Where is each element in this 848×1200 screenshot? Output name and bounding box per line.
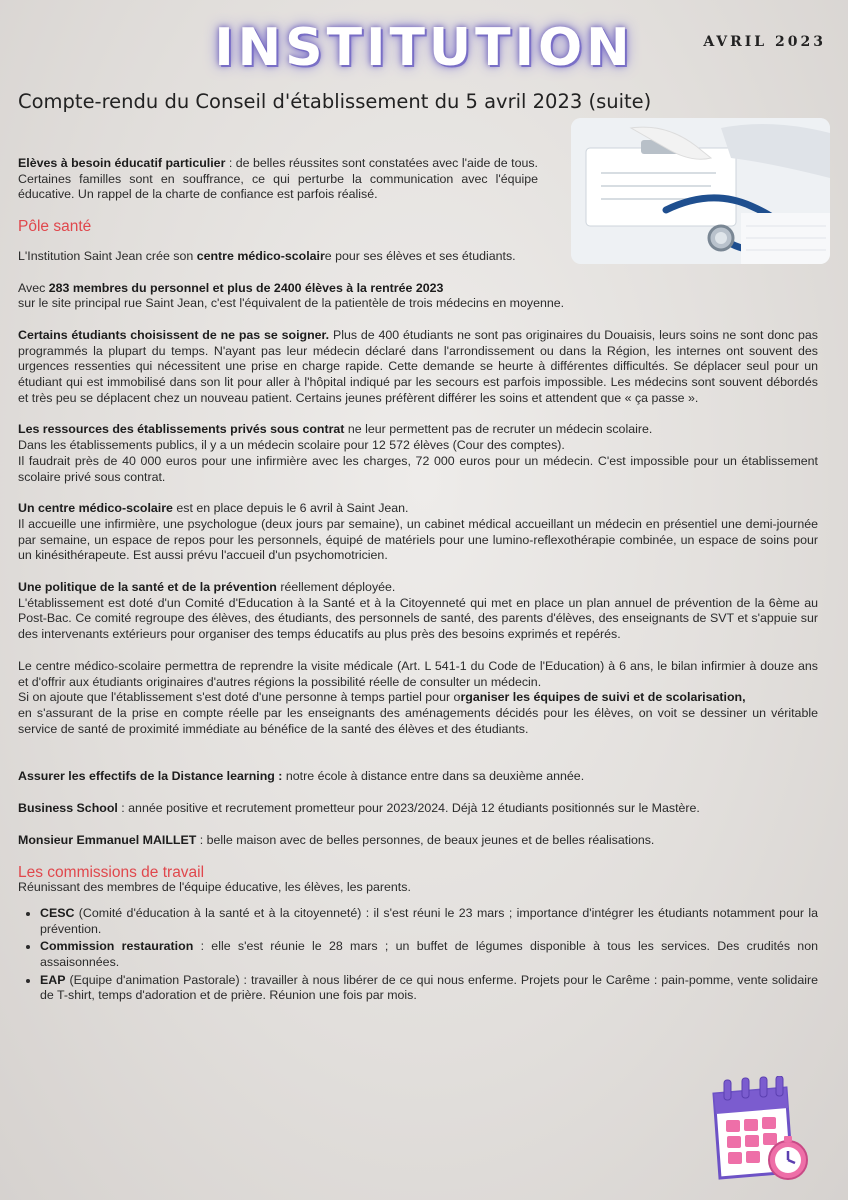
distance-learning-paragraph — [18, 769, 818, 785]
pole-sante-p2 — [18, 281, 818, 312]
p5-line2: Il accueille une infirmière, une psychologue (deux jours par semaine), un cabinet médical accueillant un médecin en présentiel une demi-journée par semaine, un espace de repos pour les personnels, équipé de matériels pour une lumino-reflexothérapie combinée, un espace de soins pour un kinésithérapeute. Est aussi prévu l'accueil d'un psychomotricien. — [18, 516, 818, 563]
p4-line2: Dans les établissements publics, il y a un médecin scolaire pour 12 572 élèves (Cour des comptes). — [18, 438, 565, 453]
p1-bold: centre médico-scolair — [196, 248, 325, 263]
p7-line1: Le centre médico-scolaire permettra de reprendre la visite médicale (Art. L 541-1 du Code de l'Education) à 6 ans, le bilan infirmier à douze ans et d'offrir aux étudiants originaires d'autres régions la possibilité réelle de consulter un médecin. — [18, 658, 818, 689]
pole-sante-p3 — [18, 328, 818, 407]
bs-text: : année positive et recrutement prometteur pour 2023/2024. Déjà 12 étudiants positionnés sur le Mastère. — [117, 801, 700, 816]
list-item — [40, 939, 818, 970]
article-body — [18, 156, 818, 1006]
dl-lead: Assurer les effectifs de la Distance learning : — [18, 769, 283, 784]
item-text: (Equipe d'animation Pastorale) : travailler à nous libérer de ce qui nous enferme. Projets pour le Carême : pain-pomme, vente solidaire de T-shirt, temps d'adoration et de prière. Réunion une fois par mois. — [40, 972, 818, 1003]
heading-commissions: Les commissions de travail — [18, 863, 205, 881]
p5-line1: est en place depuis le 6 avril à Saint Jean. — [172, 501, 409, 516]
p7-line2a: Si on ajoute que l'établissement s'est doté d'une personne à temps partiel pour o — [18, 690, 461, 705]
item-text: (Comité d'éducation à la santé et à la citoyenneté) : il s'est réuni le 23 mars ; importance d'intégrer les étudiants notamment pour la prévention. — [40, 905, 818, 936]
masthead-title: INSTITUTION — [214, 18, 634, 78]
business-school-paragraph — [18, 801, 818, 817]
intro-paragraph — [18, 156, 538, 203]
p1-text-c: e pour ses élèves et ses étudiants. — [324, 248, 516, 263]
p6-line2: L'établissement est doté d'un Comité d'Education à la Santé et à la Citoyenneté qui met en place un plan annuel de prévention de la 6ème au Post-Bac. Ce comité regroupe des élèves, des étudiants, des personnels de santé, des parents d'élèves, des enseignants de SVT et s'appuie sur des intervenants extérieurs pour organiser des temps éducatifs au plus près des besoins exprimés et repérés. — [18, 595, 818, 642]
intro-lead: Elèves à besoin éducatif particulier — [18, 156, 226, 170]
p5-lead: Un centre médico-scolaire — [18, 501, 173, 516]
calendar-clock-icon — [700, 1076, 812, 1186]
p1-text-a: L'Institution Saint Jean crée son — [18, 248, 197, 263]
p3-text: Plus de 400 étudiants ne sont pas originaires du Douaisis, leurs soins ne sont donc pas programmés la plupart du temps. N'ayant pas leur médecin déclaré dans l'arrondissement ou dans la Région, les internes ont souvent des urgences ressenties qui nécessitent une prise en charge rapide. Cette demande se heurte à différentes difficultés. Se déplacer seul pour un étudiant qui est immobilisé dans son lit pour aller à l'hôpital indiqué par les secours est parfois impossible. Les médecins sont souvent débordés et très peu se déplacent chez un nouveau patient. Certains jeunes préfèrent différer les soins et attendent que « ça passe ». — [18, 327, 818, 405]
pole-sante-p4 — [18, 422, 818, 485]
p2-text-a: Avec — [18, 280, 49, 295]
list-item — [40, 973, 818, 1004]
bs-lead: Business School — [18, 801, 118, 816]
em-text: : belle maison avec de belles personnes, de beaux jeunes et de belles réalisations. — [196, 832, 655, 847]
calendar-clock-graphic — [700, 1076, 812, 1186]
p6-line1: réellement déployée. — [276, 580, 396, 595]
maillet-paragraph — [18, 833, 818, 849]
p4-line1: ne leur permettent pas de recruter un médecin scolaire. — [344, 422, 653, 437]
p7-line2-bold: rganiser les équipes de suivi et de scolarisation, — [460, 690, 746, 705]
item-text: : elle s'est réunie le 28 mars ; un buffet de légumes disponible à tous les services. Des crudités non assaisonnées. — [40, 939, 818, 970]
p2-bold: 283 membres du personnel et plus de 2400 élèves à la rentrée 2023 — [48, 280, 444, 295]
commissions-list — [18, 906, 818, 1004]
pole-sante-p5 — [18, 501, 818, 564]
item-lead: CESC — [40, 905, 75, 920]
pole-sante-p1 — [18, 249, 818, 265]
dl-text: notre école à distance entre dans sa deuxième année. — [282, 769, 585, 784]
commissions-intro: Réunissant des membres de l'équipe éducative, les élèves, les parents. — [18, 880, 411, 895]
item-lead: Commission restauration — [40, 939, 194, 954]
p7-line3: en s'assurant de la prise en compte réelle par les enseignants des aménagements décidés pour les élèves, on voit se dessiner un véritable service de santé de proximité immédiate au bénéfice de la santé des élèves et des étudiants. — [18, 705, 818, 736]
issue-date: AVRIL 2023 — [703, 34, 826, 50]
heading-pole-sante: Pôle santé — [18, 218, 92, 236]
p4-line3: Il faudrait près de 40 000 euros pour une infirmière avec les charges, 72 000 euros pour un médecin. C'est impossible pour un établissement scolaire privé sous contrat. — [18, 453, 818, 484]
pole-sante-p6 — [18, 580, 818, 643]
list-item — [40, 906, 818, 937]
p4-lead: Les ressources des établissements privés sous contrat — [18, 422, 345, 437]
page-subtitle: Compte-rendu du Conseil d'établissement du 5 avril 2023 (suite) — [18, 90, 652, 113]
p2-text-c: sur le site principal rue Saint Jean, c'est l'équivalent de la patientèle de trois médecins en moyenne. — [18, 296, 565, 311]
p6-lead: Une politique de la santé et de la prévention — [18, 580, 277, 595]
em-lead: Monsieur Emmanuel MAILLET — [18, 832, 197, 847]
p3-lead: Certains étudiants choisissent de ne pas se soigner. — [18, 327, 330, 342]
item-lead: EAP — [40, 972, 66, 987]
intro-text: : de belles réussites sont constatées avec l'aide de tous. Certaines familles sont en souffrance, ce qui perturbe la communication avec l'équipe éducative. Un rappel de la charte de confiance est parfois réalisé. — [18, 156, 538, 202]
pole-sante-p7 — [18, 659, 818, 738]
